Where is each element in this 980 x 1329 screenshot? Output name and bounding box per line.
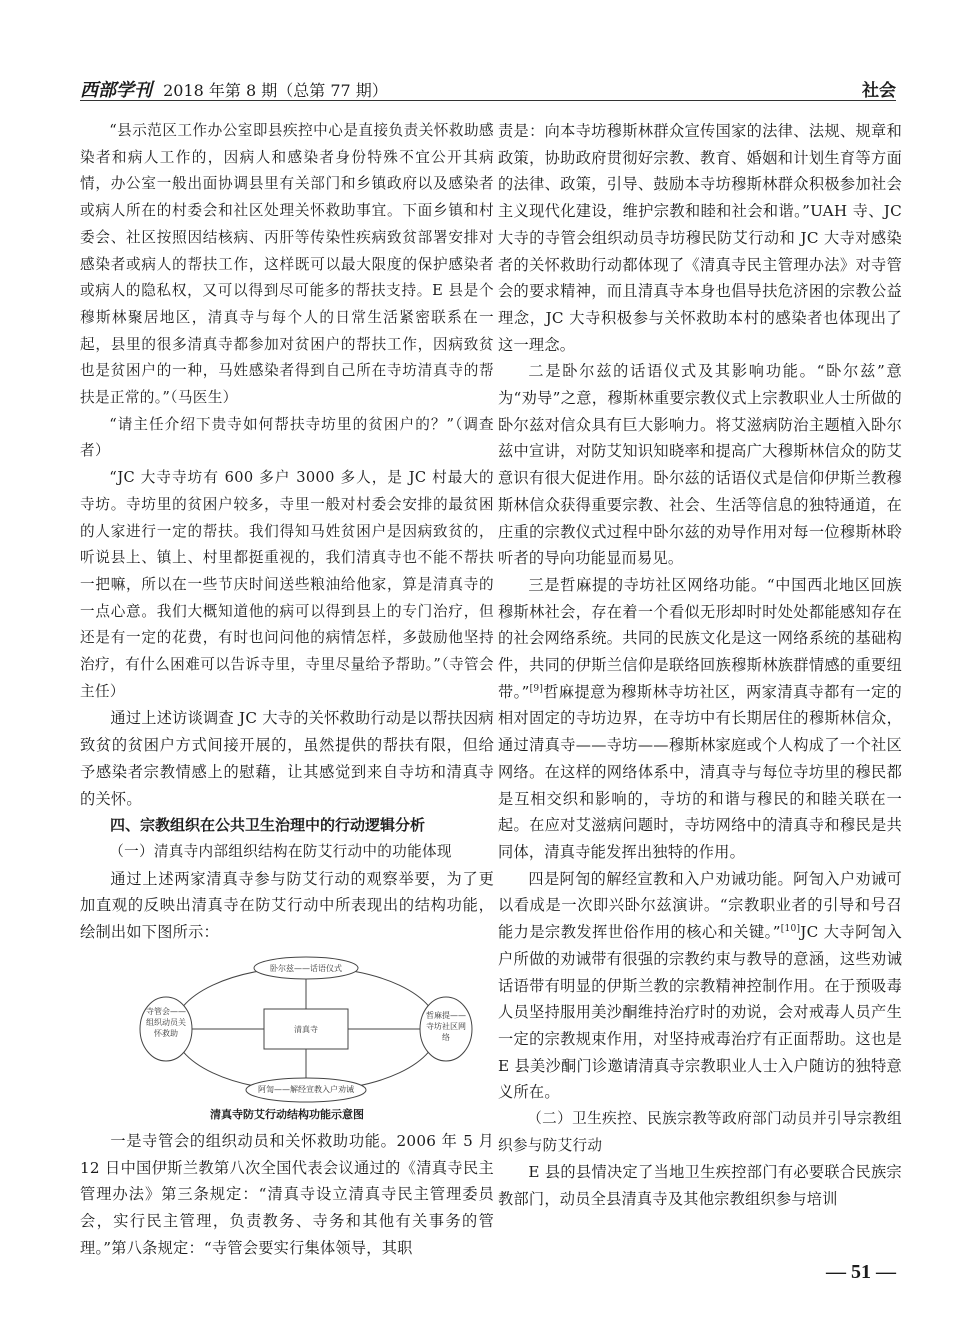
section-name: 社会 (862, 81, 896, 101)
diagram-center-box: 清真寺 (294, 1024, 318, 1034)
body-paragraph-continued: 责是：向本寺坊穆斯林群众宣传国家的法律、法规、规章和政策，协助政府贯彻好宗教、教育、婚姻和计划生育等方面的法律、政策，引导、鼓励本寺坊穆斯林群众积极参加社会主义现代化建设，维护宗教和睦和社会和谐。”UAH 寺、JC 大寺的寺管会组织动员寺坊穆民防艾行动和 JC 大寺对感染者的关怀救助行动都体现了《清真寺民主管理办法》对寺管会的要求精神，而且清真寺本身也倡导扶危济困的宗教公益理念，JC 大寺积极参与关怀救助本村的感染者也体现出了这一理念。 (498, 122, 902, 354)
diagram-right-box: 哲麻提——寺坊社区网络 (426, 1010, 466, 1042)
body-paragraph (498, 572, 902, 866)
paragraph-text: 四是阿訇的解经宣教和入户劝诫功能。阿訇入户劝诫可以看成是一次即兴卧尔兹演讲。“宗教职业者的引导和号召能力是宗教发挥世俗作用的核心和关键。” (498, 869, 902, 942)
citation-ref: [10] (780, 924, 801, 935)
issue-info: 2018 年第 8 期（总第 77 期） (163, 81, 388, 100)
interview-quote-2: “请主任介绍下贵寺如何帮扶寺坊里的贫困户的？”（调查者） (80, 415, 494, 460)
journal-logo: 西部学刊 (80, 80, 152, 101)
interview-quote-3: “JC 大寺寺坊有 600 多户 3000 多人，是 JC 村最大的寺坊。寺坊里的贫困户较多，寺里一般对村委会安排的最贫困的人家进行一定的帮扶。我们得知马姓贫困户是因病致贫的，听说县上、镇上、村里都挺重视的，我们清真寺也不能不帮扶一把嘛，所以在一些节庆时间送些粮油给他家，算是清真寺的一点心意。我们大概知道他的病可以得到县上的专门治疗，但还是有一定的花费，有时也问问他的病情怎样，多鼓励他坚持治疗，有什么困难可以告诉寺里，寺里尽量给予帮助。”（寺管会主任） (80, 469, 494, 700)
section-heading: 四、宗教组织在公共卫生治理中的行动逻辑分析 (110, 816, 426, 835)
body-paragraph: 通过上述两家清真寺参与防艾行动的观察举要，为了更加直观的反映出清真寺在防艾行动中所表现出的结构功能，绘制出如下图所示： (80, 869, 494, 942)
subsection-heading: （一）清真寺内部组织结构在防艾行动中的功能体现 (109, 842, 452, 860)
body-paragraph: E 县的县情决定了当地卫生疾控部门有必要联合民族宗教部门，动员全县清真寺及其他宗教组织参与培训 (498, 1163, 902, 1209)
body-paragraph: 二是卧尔兹的话语仪式及其影响功能。“卧尔兹”意为“劝导”之意，穆斯林重要宗教仪式上宗教职业人士所做的卧尔兹对信众具有巨大影响力。将艾滋病防治主题植入卧尔兹中宣讲，对防艾知识知晓率和提高广大穆斯林信众的防艾意识有很大促进作用。卧尔兹的话语仪式是信仰伊斯兰教穆斯林信众获得重要宗教、社会、生活等信息的独特通道，在庄重的宗教仪式过程中卧尔兹的劝导作用对每一位穆斯林聆听者的导向功能显而易见。 (498, 362, 902, 568)
body-paragraph: 一是寺管会的组织动员和关怀救助功能。2006 年 5 月 12 日中国伊斯兰教第八次全国代表会议通过的《清真寺民主管理办法》第三条规定：“清真寺设立清真寺民主管理委员会，实行民主管理，负责教务、寺务和其他有关事务的管理。”第八条规定：“寺管会要实行集体领导，其职 (80, 1131, 494, 1257)
subsection-heading: （二）卫生疾控、民族宗教等政府部门动员并引导宗教组织参与防艾行动 (498, 1110, 902, 1154)
diagram-bottom-box: 阿訇——解经宣教入户劝诫 (258, 1084, 354, 1094)
left-column (80, 118, 494, 1261)
paragraph-text: JC 大寺阿訇入户所做的劝诫带有很强的宗教约束与教导的意涵，这些劝诫话语带有明显的伊斯兰教的宗教精神控制作用。在于预吸毒人员坚持服用美沙酮维持治疗时的劝说，会对戒毒人员产生一定的宗教规束作用，对坚持戒毒治疗有正面帮助。这也是 E 县美沙酮门诊邀请清真寺宗教职业人士入户随访的独特意义所在。 (498, 923, 902, 1102)
paragraph-text: 三是哲麻提的寺坊社区网络功能。“中国西北地区回族穆斯林社会，存在着一个看似无形却时时处处都能感知存在的社会网络系统。共同的民族文化是这一网络系统的基础构件，共同的伊斯兰信仰是联络回族穆斯林族群情感的重要纽带。” (498, 575, 902, 701)
journal-info (80, 76, 388, 102)
citation-ref: [9] (529, 683, 544, 694)
body-paragraph: 通过上述访谈调查 JC 大寺的关怀救助行动是以帮扶因病致贫的贫困户方式间接开展的，虽然提供的帮扶有限，但给予感染者宗教情感上的慰藉，让其感觉到来自寺坊和清真寺的关怀。 (80, 709, 494, 808)
structure-diagram (136, 954, 476, 1104)
figure-caption: 清真寺防艾行动结构功能示意图 (210, 1107, 364, 1121)
right-column (498, 118, 902, 1213)
paragraph-text: 哲麻提意为穆斯林寺坊社区，两家清真寺都有一定的相对固定的寺坊边界，在寺坊中有长期居住的穆斯林信众，通过清真寺——寺坊——穆斯林家庭或个人构成了一个社区网络。在这样的网络体系中，清真寺与每位寺坊里的穆民都是互相交织和影响的，寺坊的和谐与穆民的和睦关联在一起。在应对艾滋病问题时，寺坊网络中的清真寺和穆民是共同体，清真寺能发挥出独特的作用。 (498, 682, 902, 861)
page-number: — 51 — (826, 1261, 896, 1283)
diagram-top-box: 卧尔兹——话语仪式 (270, 963, 342, 973)
interview-quote-1: “县示范区工作办公室即县疾控中心是直接负责关怀救助感染者和病人工作的，因病人和感染者身份特殊不宜公开其病情，办公室一般出面协调县里有关部门和乡镇政府以及感染者或病人所在的村委会和社区处理关怀救助事宜。下面乡镇和村委会、社区按照因结核病、丙肝等传染性疾病致贫部署安排对感染者或病人的帮扶工作，这样既可以最大限度的保护感染者或病人的隐私权，又可以得到尽可能多的帮扶支持。E 县是个穆斯林聚居地区，清真寺与每个人的日常生活紧密联系在一起，县里的很多清真寺都参加对贫困户的帮扶工作，因病致贫也是贫困户的一种，马姓感染者得到自己所在寺坊清真寺的帮扶是正常的。”（马医生） (80, 122, 494, 407)
running-header (80, 70, 896, 101)
diagram-left-box: 寺管会——组织动员关怀救助 (146, 1006, 186, 1038)
body-paragraph (498, 866, 902, 1106)
